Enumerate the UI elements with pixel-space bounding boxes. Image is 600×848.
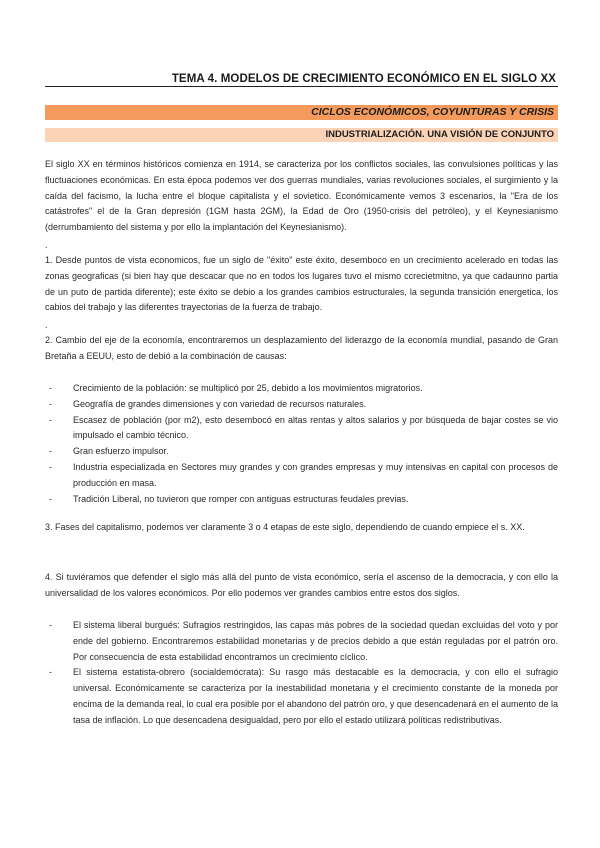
intro-paragraph: El siglo XX en términos históricos comienza en 1914, se caracteriza por los conflictos sociales, las convulsiones políticas y las fluctuaciones económicas. En esta época podemos ver dos guerras mundiales, varias revoluciones sociales, el surgimiento y la caída del facismo, la lucha entre el bloque capitalista y el sovietico. Económicamente vemos 3 escenarios, la "Era de los catástrofes" el de la Gran depresión (1GM hasta 2GM), la Edad de Oro (1950-crisis del petróleo), y el Keynesianismo (derrumbamiento del sistema y por ello la implantación del Keynesianismo). (45, 159, 558, 233)
section-title: CICLOS ECONÓMICOS, COYUNTURAS Y CRISIS (311, 106, 554, 118)
title-block (45, 69, 558, 91)
paragraph-3: 3. Fases del capitalismo, podemos ver claramente 3 o 4 etapas de este siglo, dependiendo de cuando empiece el s. XX. (45, 522, 525, 532)
paragraph-2: 2. Cambio del eje de la economía, encontraremos un desplazamiento del liderazgo de la economía mundial, pasando de Gran Bretaña a EEUU, esto de debió a la combinación de causas: (45, 335, 558, 361)
systems-list (45, 618, 558, 729)
paragraph-4: 4. Si tuviéramos que defender el siglo más allá del punto de vista económico, sería el ascenso de la democracia, y con ello la universalidad de los valores económicos. Por ello podemos ver grandes cambios entre estos dos siglos. (45, 572, 558, 598)
list-item: - Crecimiento de la población: se multiplicó por 25, debido a los movimientos migratorios. (45, 381, 558, 397)
list-item: - El sistema liberal burgués: Sufragios restringidos, las capas más pobres de la sociedad quedan excluidas del voto y por ende del gobierno. Encontraremos estabilidad monetarias y de precios debido a que están reguladas por el patrón oro. Por consecuencia de esta estabilidad encontramos un crecimiento cíclico. (45, 618, 558, 665)
document-title: TEMA 4. MODELOS DE CRECIMIENTO ECONÓMICO EN EL SIGLO XX (171, 73, 556, 85)
list-item: - Gran esfuerzo impulsor. (45, 444, 558, 460)
separator-dot: . (45, 320, 48, 330)
separator-dot: . (45, 240, 48, 250)
subsection-title: INDUSTRIALIZACIÓN. UNA VISIÓN DE CONJUNTO (325, 129, 554, 140)
section-header (45, 105, 558, 120)
list-item: - Tradición Liberal, no tuvieron que romper con antiguas estructuras feudales previas. (45, 492, 558, 508)
list-item: - Escasez de población (por m2), esto desembocó en altas rentas y altos salarios y por búsqueda de bajar costes se vio impulsado el cambio técnico. (45, 413, 558, 445)
title-underline (45, 86, 558, 87)
paragraph-1: 1. Desde puntos de vista economicos, fue un siglo de "éxito" este éxito, desemboco en un crecimiento acelerado en todas las zonas geograficas (si bien hay que descacar que no en todos los lugares tuvo el mismo ccrecietmitno, ya que cadaunno partia de un puto de partida diferente); este éxito se debio a los grandes cambios estructurales, la segunda transición energetica, los cabios del trabajo y las diferentes trayectorias de la fuerza de trabajo. (45, 255, 558, 313)
list-item: - El sistema estatista-obrero (socialdemócrata): Su rasgo más destacable es la democracia, y con ello el sufragio universal. Económicamente se caracteriza por la inestabilidad monetaria y el crecimiento constante de la moneda por encima de la demanda real, lo cual era posible por el abandono del patrón oro, y que desencadenará en el aumento de la tasa de inflación. Lo que desencadena desigualdad, pero por ello el estado utilizará políticas redistributivas. (45, 665, 558, 728)
causes-list (45, 381, 558, 507)
list-item: - Industria especializada en Sectores muy grandes y con grandes empresas y muy intensivas en capital con procesos de producción en masa. (45, 460, 558, 492)
subsection-header (45, 128, 558, 142)
list-item: - Geografía de grandes dimensiones y con variedad de recursos naturales. (45, 397, 558, 413)
